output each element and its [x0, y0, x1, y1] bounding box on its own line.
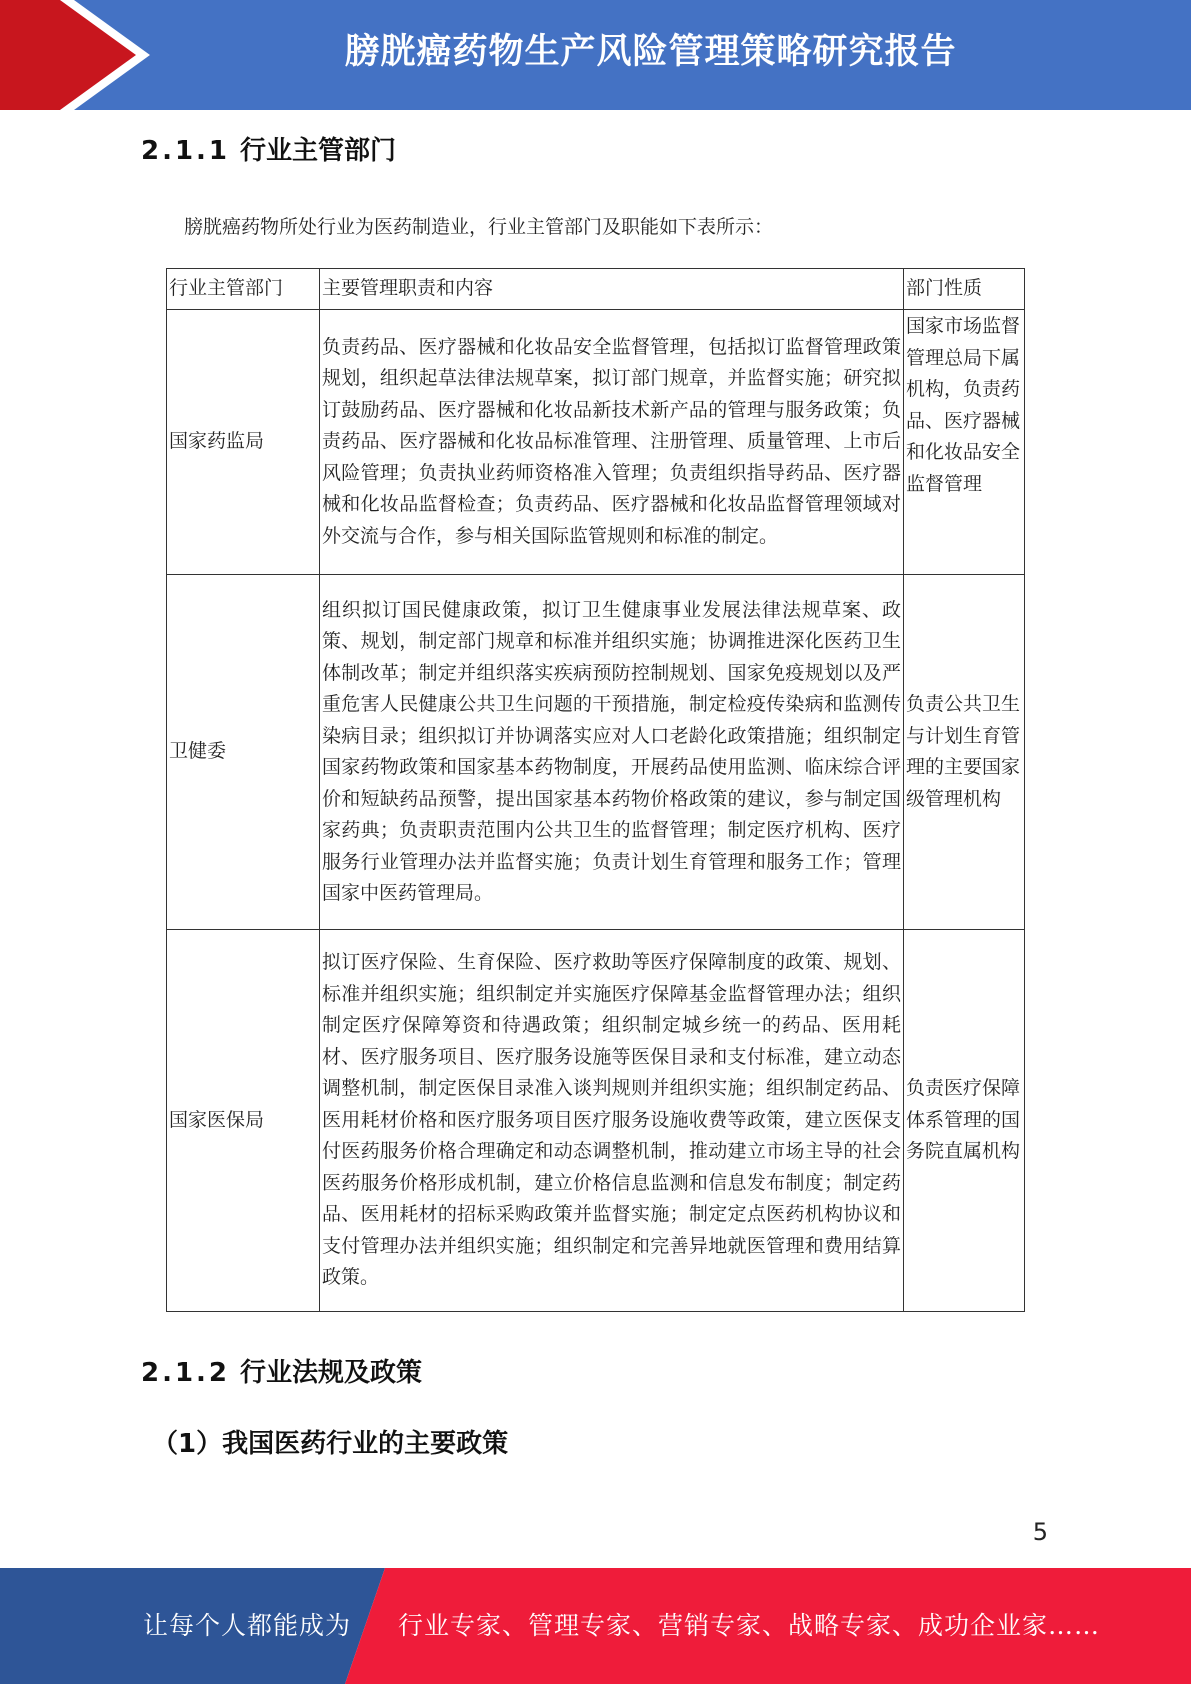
cell-department: 卫健委 — [167, 575, 320, 930]
section-title: 行业主管部门 — [240, 136, 397, 166]
cell-duties: 拟订医疗保险、生育保险、医疗救助等医疗保障制度的政策、规划、标准并组织实施；组织制定并实施医疗保障基金监督管理办法；组织制定医疗保障筹资和待遇政策；组织制定城乡统一的药品、医用耗材、医疗服务项目、医疗服务设施等医保目录和支付标准，建立动态调整机制，制定医保目录准入谈判规则并组织实施；组织制定药品、医用耗材价格和医疗服务项目医疗服务设施收费等政策，建立医保支付医药服务价格合理确定和动态调整机制，推动建立市场主导的社会医药服务价格形成机制，建立价格信息监测和信息发布制度；制定药品、医用耗材的招标采购政策并监督实施；制定定点医药机构协议和支付管理办法并组织实施；组织制定和完善异地就医管理和费用结算政策。 — [320, 930, 904, 1312]
header-cell-nature: 部门性质 — [904, 269, 1025, 310]
department-duty-table — [166, 268, 1025, 1312]
section-heading-2-1-1 — [141, 130, 396, 167]
table-row — [167, 930, 1025, 1312]
cell-nature: 负责医疗保障体系管理的国务院直属机构 — [904, 930, 1025, 1312]
cell-nature: 国家市场监督管理总局下属机构，负责药品、医疗器械和化妆品安全监督管理 — [904, 310, 1025, 575]
cell-duties: 负责药品、医疗器械和化妆品安全监督管理，包括拟订监督管理政策规划，组织起草法律法规草案，拟订部门规章，并监督实施；研究拟订鼓励药品、医疗器械和化妆品新技术新产品的管理与服务政策；负责药品、医疗器械和化妆品标准管理、注册管理、质量管理、上市后风险管理；负责执业药师资格准入管理；负责组织指导药品、医疗器械和化妆品监督检查；负责药品、医疗器械和化妆品监督管理领域对外交流与合作，参与相关国际监管规则和标准的制定。 — [320, 310, 904, 575]
footer-slogan-left: 让每个人都能成为 — [143, 1611, 352, 1640]
footer-banner — [0, 1568, 1191, 1684]
cell-duties: 组织拟订国民健康政策，拟订卫生健康事业发展法律法规草案、政策、规划，制定部门规章和标准并组织实施；协调推进深化医药卫生体制改革；制定并组织落实疾病预防控制规划、国家免疫规划以及严重危害人民健康公共卫生问题的干预措施，制定检疫传染病和监测传染病目录；组织拟订并协调落实应对人口老龄化政策措施；组织制定国家药物政策和国家基本药物制度，开展药品使用监测、临床综合评价和短缺药品预警，提出国家基本药物价格政策的建议，参与制定国家药典；负责职责范围内公共卫生的监督管理；制定医疗机构、医疗服务行业管理办法并监督实施；负责计划生育管理和服务工作；管理国家中医药管理局。 — [320, 575, 904, 930]
cell-department: 国家医保局 — [167, 930, 320, 1312]
header-cell-department: 行业主管部门 — [167, 269, 320, 310]
red-chevron-shape — [0, 0, 150, 110]
table-header-row — [167, 269, 1025, 310]
table-row — [167, 575, 1025, 930]
report-title: 膀胱癌药物生产风险管理策略研究报告 — [344, 32, 957, 72]
section-number: 2.1.1 — [141, 136, 231, 166]
header-cell-duties: 主要管理职责和内容 — [320, 269, 904, 310]
table-row — [167, 310, 1025, 575]
cell-nature: 负责公共卫生与计划生育管理的主要国家级管理机构 — [904, 575, 1025, 930]
page-number: 5 — [1032, 1518, 1048, 1546]
section-title: 行业法规及政策 — [240, 1358, 423, 1388]
header-banner — [0, 0, 1191, 110]
footer-slogan-right: 行业专家、管理专家、营销专家、战略专家、成功企业家…… — [398, 1611, 1101, 1640]
section-number: 2.1.2 — [141, 1358, 231, 1388]
subsection-heading: （1）我国医药行业的主要政策 — [152, 1429, 509, 1459]
cell-department: 国家药监局 — [167, 310, 320, 575]
section-heading-2-1-2 — [141, 1352, 422, 1389]
intro-paragraph: 膀胱癌药物所处行业为医药制造业，行业主管部门及职能如下表所示： — [184, 216, 774, 238]
